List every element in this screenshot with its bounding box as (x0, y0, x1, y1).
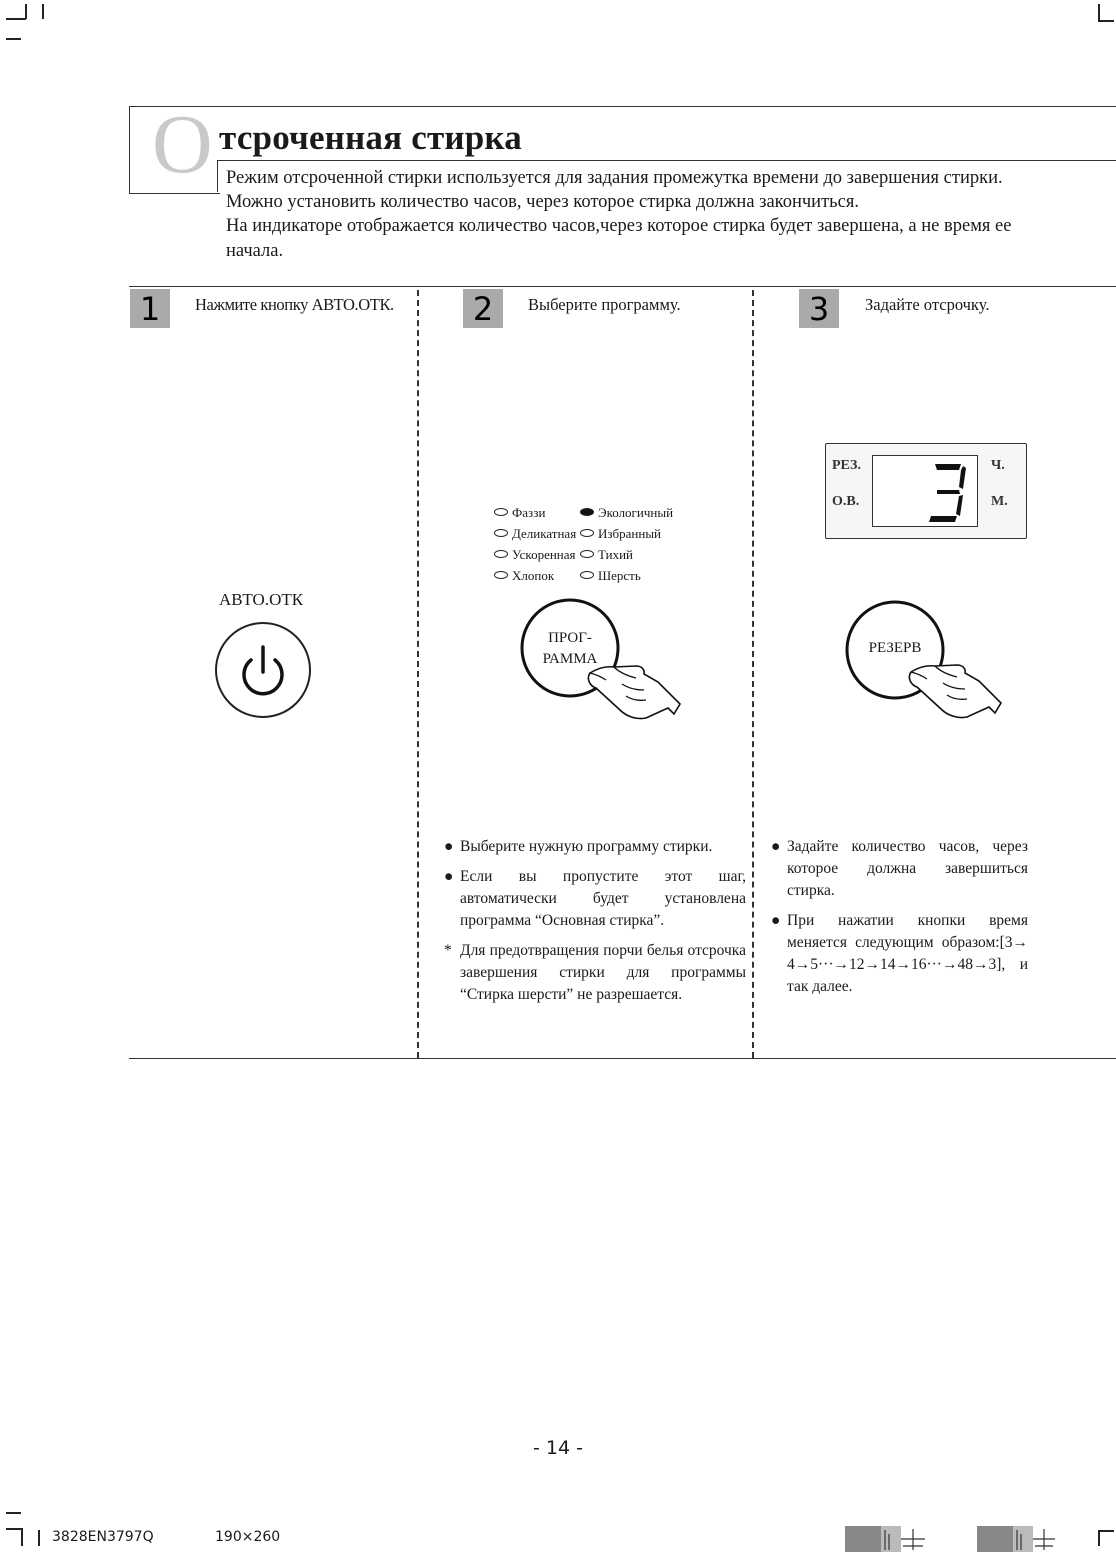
program-option[interactable] (494, 505, 545, 521)
program-indicator-icon (580, 571, 594, 579)
program-option[interactable] (494, 568, 554, 584)
title-underline (217, 160, 1116, 161)
step-3-notes (771, 836, 1028, 1006)
program-indicator-icon (580, 529, 594, 537)
display-label-minutes: М. (991, 494, 1008, 509)
display-screen (872, 455, 978, 527)
crop-mark (6, 1528, 22, 1530)
crop-mark (25, 4, 27, 19)
program-name: Экологичный (598, 505, 674, 520)
program-name: Деликатная (512, 526, 577, 541)
bullet-text: Если вы пропустите этот шаг, автоматически будет установлена программа “Основная стирка”. (460, 868, 746, 929)
crop-mark (1098, 20, 1114, 22)
crop-mark (38, 1530, 40, 1546)
step-divider (417, 290, 419, 1058)
note-item: * Для предотвращения порчи белья отсрочка завершения стирки для программы “Стирка шерсти” не разрешается. (444, 942, 746, 1003)
step-number-2: 2 (463, 289, 503, 328)
program-option[interactable] (494, 526, 576, 542)
step-number-1: 1 (130, 289, 170, 328)
program-name: Ускоренная (512, 547, 576, 562)
crop-mark (6, 1512, 21, 1514)
display-label-hours: Ч. (991, 458, 1005, 473)
program-option[interactable] (580, 547, 633, 563)
step-2-label: Выберите программу. (528, 295, 681, 314)
program-option[interactable] (494, 547, 576, 563)
program-name: Шерсть (598, 568, 641, 583)
page-size: 190×260 (215, 1529, 281, 1545)
document-code: 3828EN3797Q (52, 1529, 154, 1545)
crop-mark (1098, 1530, 1114, 1532)
program-button-label-line: ПРОГ- (548, 630, 592, 646)
step-number-3: 3 (799, 289, 839, 328)
note-text: Для предотвращения порчи белья отсрочка завершения стирки для программы “Стирка шерсти” не разрешается. (460, 942, 746, 1003)
crop-mark (42, 4, 44, 19)
program-name: Избранный (598, 526, 662, 541)
program-name: Хлопок (512, 568, 555, 583)
program-indicator-icon (494, 571, 508, 579)
crop-mark (6, 18, 26, 20)
list-item: ● Выберите нужную программу стирки. (444, 838, 713, 855)
pointing-hand-icon (588, 666, 680, 719)
title-divider (217, 160, 218, 192)
header-top-rule (129, 106, 1116, 107)
program-indicator-icon (494, 550, 508, 558)
list-item: ● Если вы пропустите этот шаг, автоматически будет установлена программа “Основная стирка”. (444, 868, 746, 929)
pointing-hand-icon (909, 665, 1001, 718)
bullet-text: Задайте количество часов, через которое должна завершиться стирка. (787, 838, 1028, 899)
program-button-label (530, 628, 610, 670)
crop-mark (21, 1528, 23, 1546)
reserve-button[interactable] (843, 600, 1013, 730)
program-indicator-icon (494, 529, 508, 537)
auto-off-label: АВТО.ОТК (219, 590, 304, 609)
step-1-label: Нажмите кнопку АВТО.ОТК. (195, 295, 394, 314)
page-number: - 14 - (533, 1437, 583, 1459)
display-digit-3 (873, 456, 977, 526)
display-label-ov: О.В. (832, 494, 860, 509)
step-2-notes (444, 836, 746, 1014)
display-label-delay: РЕЗ. (832, 458, 861, 473)
intro-paragraph: Можно установить количество часов, через которое стирка должна закончиться. (226, 192, 859, 213)
intro-paragraph: На индикаторе отображается количество часов,через которое стирка будет завершена, а не время ее начала. (226, 216, 1012, 261)
step-divider (752, 290, 754, 1058)
program-name: Фаззи (512, 505, 546, 520)
intro-paragraph: Режим отсроченной стирки используется для задания промежутка времени до завершения стирки. (226, 168, 1003, 188)
program-option[interactable] (580, 568, 641, 584)
page-title: тсроченная стирка (219, 118, 522, 157)
step-3-label: Задайте отсрочку. (865, 295, 990, 314)
crop-mark (1098, 1530, 1100, 1546)
program-button-label-line: РАММА (542, 651, 598, 667)
program-option[interactable] (580, 526, 661, 542)
program-name: Тихий (598, 547, 633, 562)
program-indicator-icon (494, 508, 508, 516)
intro-text (226, 166, 1036, 263)
delay-display (825, 443, 1027, 539)
program-indicator-icon (580, 508, 594, 516)
bullet-text: При нажатии кнопки время меняется следующим образом:[3→ 4→5···→12→14→16···→48→3], и так далее. (787, 912, 1028, 995)
program-indicator-icon (580, 550, 594, 558)
steps-top-rule (129, 286, 1116, 287)
steps-bottom-rule (129, 1058, 1116, 1059)
list-item: ● Задайте количество часов, через которое должна завершиться стирка. (771, 838, 1028, 899)
crop-mark (6, 38, 21, 40)
auto-off-button[interactable] (212, 620, 316, 720)
bullet-text: Выберите нужную программу стирки. (460, 838, 713, 855)
print-registration-marks (845, 1526, 1060, 1552)
title-initial-letter: О (152, 98, 213, 191)
reserve-button-label: РЕЗЕРВ (868, 640, 922, 656)
program-option[interactable] (580, 505, 673, 521)
list-item: ● При нажатии кнопки время меняется следующим образом:[3→ 4→5···→12→14→16···→48→3], и так далее. (771, 912, 1028, 995)
